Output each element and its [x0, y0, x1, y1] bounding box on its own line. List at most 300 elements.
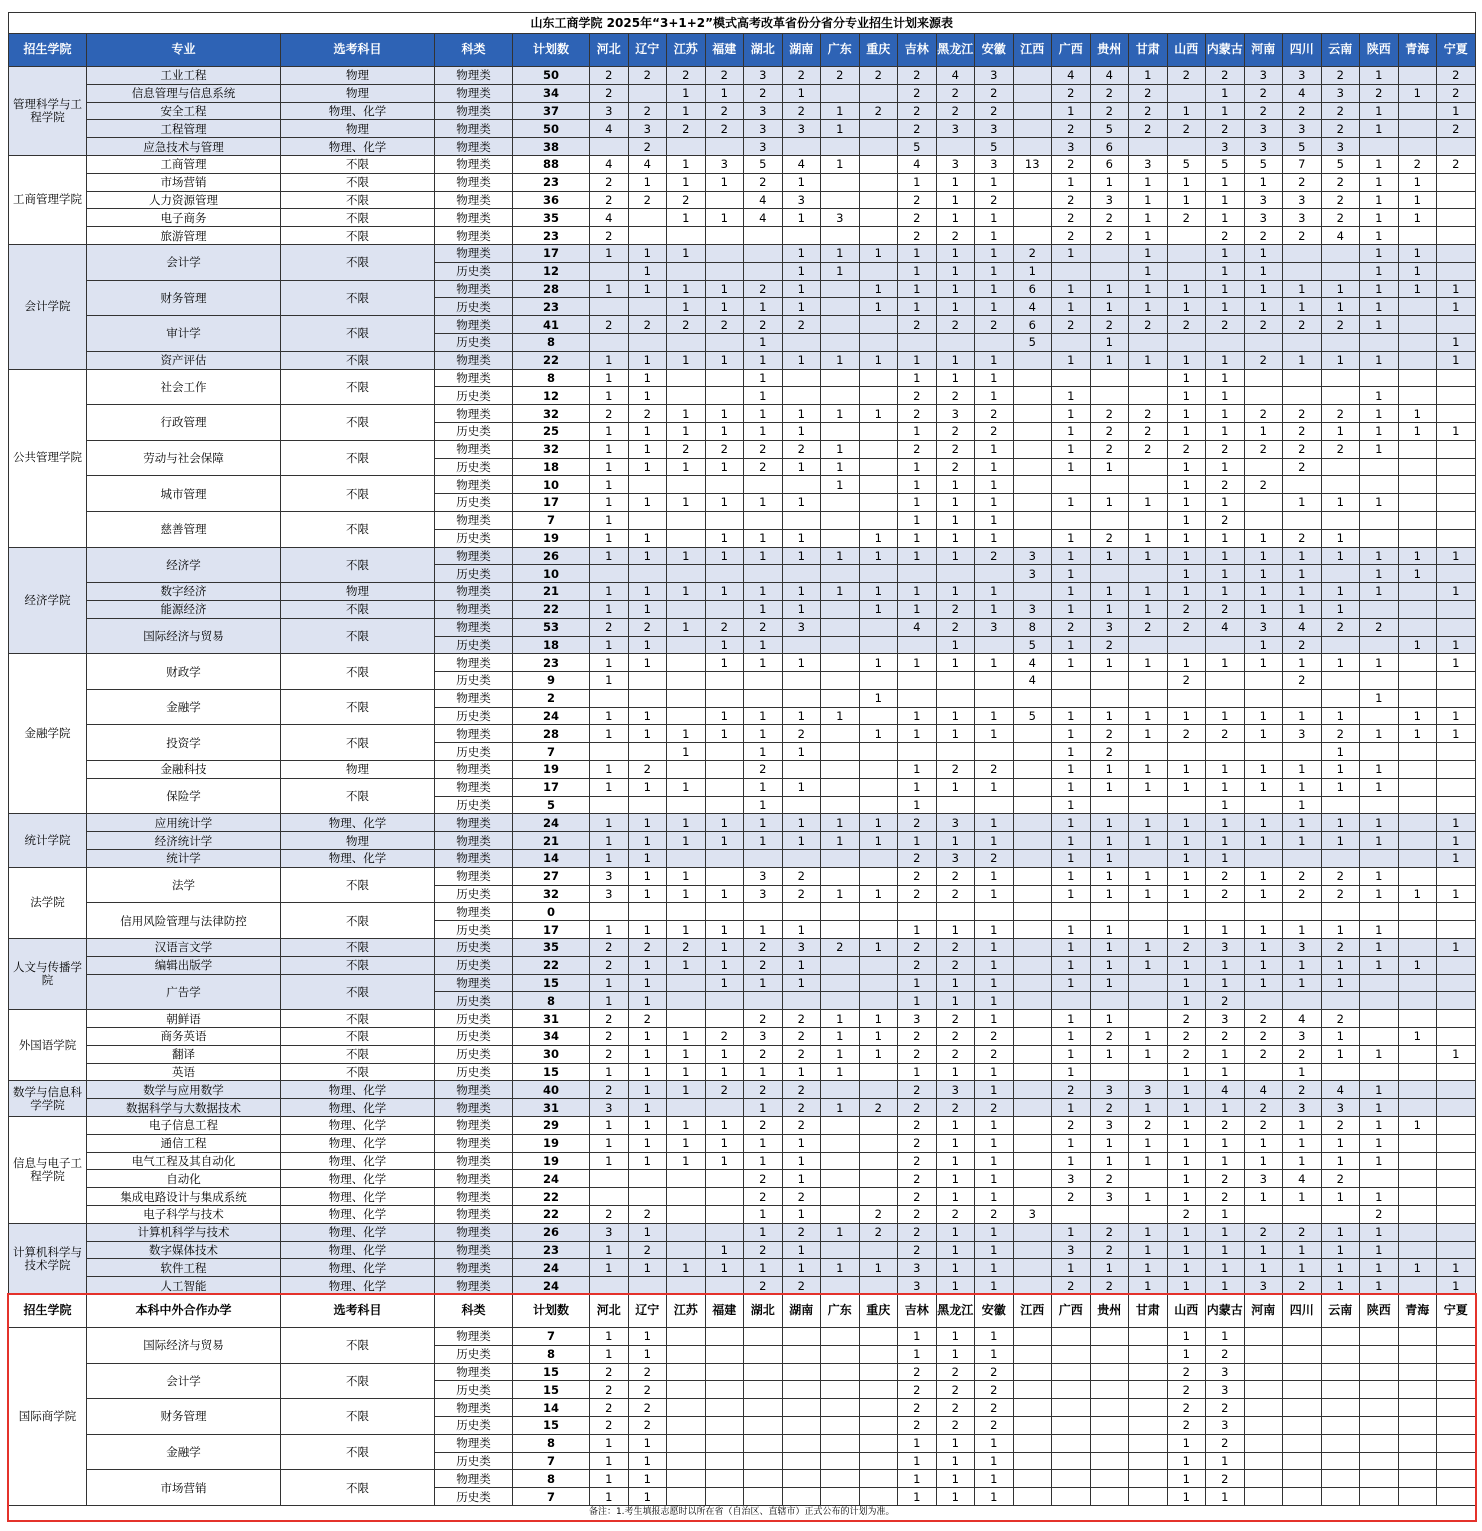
province-count: 1 — [936, 974, 975, 992]
province-count — [1167, 903, 1206, 921]
track-type: 物理类 — [435, 725, 513, 743]
province-count: 2 — [936, 84, 975, 102]
major-name: 信息管理与信息系统 — [87, 84, 281, 102]
province-count: 3 — [1244, 191, 1283, 209]
province-count — [821, 689, 860, 707]
province-count — [1206, 903, 1245, 921]
province-count — [782, 138, 821, 156]
province-count: 1 — [1283, 956, 1322, 974]
province-count: 1 — [1167, 529, 1206, 547]
province-count: 1 — [1360, 298, 1399, 316]
subject-requirement: 不限 — [281, 316, 435, 352]
province-count: 2 — [1244, 476, 1283, 494]
province-count: 1 — [1206, 1241, 1245, 1259]
province-count: 1 — [1360, 422, 1399, 440]
plan-count: 22 — [513, 956, 590, 974]
province-count: 2 — [590, 1028, 629, 1046]
province-count: 1 — [1244, 583, 1283, 601]
province-count: 1 — [1283, 351, 1322, 369]
province-count: 1 — [1052, 1045, 1091, 1063]
plan-count: 10 — [513, 476, 590, 494]
major-name: 财务管理 — [87, 280, 281, 316]
track-type: 物理类 — [435, 814, 513, 832]
province-count: 1 — [1090, 173, 1129, 191]
province-count: 1 — [628, 850, 667, 868]
province-count: 1 — [590, 1152, 629, 1170]
province-count — [1052, 1470, 1091, 1488]
province-count: 3 — [936, 155, 975, 173]
table-row — [9, 476, 1476, 494]
province-count: 1 — [1437, 814, 1476, 832]
province-count: 1 — [898, 654, 937, 672]
province-count: 1 — [1398, 956, 1437, 974]
province-count — [1013, 1099, 1052, 1117]
province-count: 1 — [859, 832, 898, 850]
province-count: 5 — [975, 138, 1014, 156]
province-count: 1 — [1360, 1081, 1399, 1099]
province-count: 2 — [705, 1028, 744, 1046]
province-header: 甘肃 — [1129, 34, 1168, 67]
province-count: 2 — [1244, 1117, 1283, 1135]
province-count — [821, 298, 860, 316]
province-count: 1 — [1167, 1241, 1206, 1259]
province-count: 1 — [1244, 1134, 1283, 1152]
table-row — [9, 1010, 1476, 1028]
subject-requirement: 物理 — [281, 120, 435, 138]
province-count — [590, 743, 629, 761]
province-count: 2 — [1129, 618, 1168, 636]
plan-count: 22 — [513, 1206, 590, 1224]
table-row — [9, 1152, 1476, 1170]
province-count: 1 — [1013, 262, 1052, 280]
province-count — [821, 1327, 860, 1345]
province-count: 1 — [1244, 921, 1283, 939]
province-header: 黑龙江 — [936, 1294, 975, 1327]
province-count — [1129, 1345, 1168, 1363]
subject-requirement: 物理、化学 — [281, 138, 435, 156]
province-count: 1 — [782, 1170, 821, 1188]
province-count: 2 — [590, 316, 629, 334]
plan-count: 0 — [513, 903, 590, 921]
province-count: 1 — [705, 405, 744, 423]
province-count — [1360, 1010, 1399, 1028]
province-count — [1013, 494, 1052, 512]
subject-requirement: 物理 — [281, 761, 435, 779]
province-count — [1321, 1327, 1360, 1345]
province-count — [821, 654, 860, 672]
table-row — [9, 1099, 1476, 1117]
major-name: 人工智能 — [87, 1277, 281, 1295]
province-count — [1283, 689, 1322, 707]
province-count: 2 — [782, 67, 821, 85]
province-count: 2 — [628, 405, 667, 423]
province-header: 河北 — [590, 1294, 629, 1327]
province-count — [744, 672, 783, 690]
province-count — [1321, 1470, 1360, 1488]
province-count — [667, 565, 706, 583]
province-count: 5 — [1244, 155, 1283, 173]
province-count — [1437, 1488, 1476, 1506]
province-count: 1 — [590, 1327, 629, 1345]
province-count: 1 — [1052, 440, 1091, 458]
province-count: 1 — [1090, 885, 1129, 903]
province-count — [782, 1327, 821, 1345]
province-count: 1 — [898, 422, 937, 440]
province-count: 1 — [1206, 84, 1245, 102]
province-count: 1 — [782, 583, 821, 601]
province-count — [859, 1416, 898, 1434]
province-count: 1 — [1283, 1152, 1322, 1170]
subject-requirement: 不限 — [281, 173, 435, 191]
province-count: 2 — [936, 1399, 975, 1417]
major-name: 资产评估 — [87, 351, 281, 369]
province-count: 2 — [1090, 316, 1129, 334]
province-count — [1398, 1170, 1437, 1188]
province-count: 5 — [898, 138, 937, 156]
major-name: 旅游管理 — [87, 227, 281, 245]
province-count — [1013, 1416, 1052, 1434]
major-name: 翻译 — [87, 1045, 281, 1063]
major-name: 国际经济与贸易 — [87, 1327, 281, 1363]
province-count: 1 — [821, 547, 860, 565]
province-count: 4 — [1052, 67, 1091, 85]
province-count: 3 — [782, 120, 821, 138]
province-count: 1 — [821, 155, 860, 173]
province-count — [859, 155, 898, 173]
province-count: 1 — [1206, 796, 1245, 814]
province-count — [667, 1434, 706, 1452]
province-count: 1 — [1052, 636, 1091, 654]
province-count: 1 — [1437, 939, 1476, 957]
province-count — [1283, 244, 1322, 262]
province-count: 1 — [859, 529, 898, 547]
province-count — [1167, 138, 1206, 156]
province-count — [667, 529, 706, 547]
province-count — [1398, 921, 1437, 939]
province-count: 1 — [1206, 1045, 1245, 1063]
subject-requirement: 物理 — [281, 583, 435, 601]
province-count: 1 — [590, 814, 629, 832]
subject-requirement: 不限 — [281, 974, 435, 1010]
plan-count: 32 — [513, 440, 590, 458]
province-count: 1 — [744, 814, 783, 832]
province-count: 4 — [1244, 1081, 1283, 1099]
track-type: 历史类 — [435, 1063, 513, 1081]
province-count: 2 — [782, 316, 821, 334]
track-type: 物理类 — [435, 547, 513, 565]
province-count: 2 — [898, 1241, 937, 1259]
province-count — [705, 867, 744, 885]
province-count: 1 — [936, 1188, 975, 1206]
province-count: 1 — [1244, 262, 1283, 280]
province-count: 1 — [590, 707, 629, 725]
province-count: 1 — [1206, 1099, 1245, 1117]
province-count — [859, 796, 898, 814]
province-count — [705, 262, 744, 280]
province-count: 2 — [628, 1206, 667, 1224]
province-count: 1 — [667, 494, 706, 512]
province-count: 1 — [1052, 939, 1091, 957]
province-count: 2 — [1167, 440, 1206, 458]
major-name: 数字媒体技术 — [87, 1241, 281, 1259]
province-count: 2 — [821, 939, 860, 957]
province-count — [859, 618, 898, 636]
province-count — [705, 387, 744, 405]
province-count: 1 — [975, 1170, 1014, 1188]
province-count: 1 — [1360, 761, 1399, 779]
province-count — [1129, 476, 1168, 494]
plan-count: 14 — [513, 850, 590, 868]
province-count: 3 — [1090, 1117, 1129, 1135]
subject-requirement: 不限 — [281, 939, 435, 957]
province-count: 4 — [590, 209, 629, 227]
province-count: 1 — [975, 832, 1014, 850]
province-count: 2 — [1283, 440, 1322, 458]
province-count — [667, 672, 706, 690]
province-count: 1 — [1052, 547, 1091, 565]
province-count: 1 — [628, 992, 667, 1010]
province-count — [1090, 565, 1129, 583]
subject-requirement: 不限 — [281, 618, 435, 654]
province-count: 1 — [1244, 244, 1283, 262]
province-count — [936, 672, 975, 690]
province-count — [1360, 1170, 1399, 1188]
college-name: 金融学院 — [9, 654, 87, 814]
province-count — [1437, 761, 1476, 779]
province-count: 1 — [859, 1028, 898, 1046]
table-row — [9, 850, 1476, 868]
track-type: 物理类 — [435, 1277, 513, 1295]
province-count — [859, 476, 898, 494]
province-count — [1129, 689, 1168, 707]
province-count — [705, 1470, 744, 1488]
province-count: 1 — [898, 494, 937, 512]
province-count — [744, 1399, 783, 1417]
province-count: 1 — [1129, 191, 1168, 209]
province-count: 1 — [975, 369, 1014, 387]
province-count — [821, 1399, 860, 1417]
province-header: 黑龙江 — [936, 34, 975, 67]
province-count: 1 — [1167, 1117, 1206, 1135]
province-count — [1398, 600, 1437, 618]
province-count: 1 — [1360, 316, 1399, 334]
province-count — [859, 387, 898, 405]
province-count: 1 — [975, 280, 1014, 298]
subject-requirement: 物理、化学 — [281, 1206, 435, 1224]
province-count: 1 — [628, 814, 667, 832]
province-count: 1 — [667, 1063, 706, 1081]
province-count — [1013, 102, 1052, 120]
province-count — [859, 1345, 898, 1363]
footnote: 备注：1.考生填报志愿时以所在省（自治区、直辖市）正式公布的计划为准。 — [9, 1505, 1476, 1520]
province-count: 1 — [1167, 1063, 1206, 1081]
province-count: 1 — [1360, 405, 1399, 423]
province-count: 1 — [667, 885, 706, 903]
province-count: 2 — [782, 1277, 821, 1295]
province-count: 1 — [1360, 351, 1399, 369]
province-count: 1 — [898, 262, 937, 280]
province-count: 1 — [1360, 1223, 1399, 1241]
province-count: 1 — [936, 173, 975, 191]
province-count: 1 — [1090, 832, 1129, 850]
province-count: 2 — [1244, 405, 1283, 423]
province-count: 1 — [936, 547, 975, 565]
province-count — [667, 850, 706, 868]
province-count — [628, 796, 667, 814]
province-count — [1398, 1206, 1437, 1224]
major-name: 行政管理 — [87, 405, 281, 441]
province-count: 1 — [628, 1327, 667, 1345]
province-count — [1321, 1416, 1360, 1434]
province-count: 2 — [898, 956, 937, 974]
province-count: 2 — [1206, 476, 1245, 494]
province-count — [859, 84, 898, 102]
province-count: 1 — [1167, 422, 1206, 440]
province-count: 3 — [936, 1081, 975, 1099]
province-count — [1244, 850, 1283, 868]
province-count: 2 — [782, 1223, 821, 1241]
province-count — [705, 1416, 744, 1434]
subject-requirement: 不限 — [281, 903, 435, 939]
province-count — [859, 1170, 898, 1188]
province-count: 1 — [975, 387, 1014, 405]
province-count: 2 — [1206, 1188, 1245, 1206]
province-count: 1 — [859, 814, 898, 832]
province-header: 广东 — [821, 1294, 860, 1327]
plan-count: 30 — [513, 1045, 590, 1063]
province-count: 1 — [1167, 1223, 1206, 1241]
track-type: 物理类 — [435, 1259, 513, 1277]
province-count — [821, 1170, 860, 1188]
track-type: 物理类 — [435, 138, 513, 156]
province-count — [1398, 867, 1437, 885]
province-count: 1 — [590, 654, 629, 672]
province-count: 2 — [1052, 1188, 1091, 1206]
college-name: 统计学院 — [9, 814, 87, 867]
province-count — [1283, 476, 1322, 494]
province-count: 2 — [590, 405, 629, 423]
plan-count: 15 — [513, 974, 590, 992]
province-count: 2 — [898, 939, 937, 957]
province-count: 2 — [744, 761, 783, 779]
province-count: 2 — [1206, 120, 1245, 138]
province-count: 2 — [590, 1399, 629, 1417]
plan-count: 37 — [513, 102, 590, 120]
province-count — [1013, 1010, 1052, 1028]
province-count: 1 — [1206, 956, 1245, 974]
province-count — [1244, 689, 1283, 707]
province-count: 2 — [705, 618, 744, 636]
province-count: 2 — [1283, 227, 1322, 245]
province-count: 3 — [590, 102, 629, 120]
province-count: 3 — [1090, 191, 1129, 209]
province-count: 2 — [628, 1363, 667, 1381]
province-count: 1 — [898, 583, 937, 601]
province-count: 1 — [898, 547, 937, 565]
province-count: 1 — [590, 850, 629, 868]
plan-count: 15 — [513, 1416, 590, 1434]
province-count — [936, 565, 975, 583]
province-count — [898, 333, 937, 351]
province-count: 1 — [936, 583, 975, 601]
province-count — [859, 1488, 898, 1506]
province-count — [1437, 1327, 1476, 1345]
province-count — [1013, 1327, 1052, 1345]
province-count — [1090, 1363, 1129, 1381]
province-count — [1398, 1277, 1437, 1295]
province-count — [1129, 458, 1168, 476]
province-count: 1 — [1090, 778, 1129, 796]
province-count — [975, 636, 1014, 654]
track-type: 历史类 — [435, 262, 513, 280]
province-count: 2 — [936, 422, 975, 440]
province-count: 1 — [1283, 1134, 1322, 1152]
province-count: 1 — [667, 244, 706, 262]
province-count: 1 — [1167, 458, 1206, 476]
province-count: 2 — [1244, 102, 1283, 120]
province-count: 1 — [1129, 1277, 1168, 1295]
province-count: 2 — [1052, 1081, 1091, 1099]
province-count: 1 — [859, 244, 898, 262]
province-count: 1 — [628, 422, 667, 440]
province-count: 1 — [744, 725, 783, 743]
province-count — [1398, 1152, 1437, 1170]
province-count: 1 — [782, 529, 821, 547]
province-count — [821, 333, 860, 351]
province-count: 1 — [1360, 1134, 1399, 1152]
province-count: 1 — [628, 1452, 667, 1470]
province-count: 2 — [1398, 155, 1437, 173]
province-count: 1 — [1129, 583, 1168, 601]
province-count: 3 — [1283, 120, 1322, 138]
province-count — [1437, 921, 1476, 939]
province-count: 1 — [1167, 369, 1206, 387]
province-count — [821, 636, 860, 654]
province-count: 1 — [705, 1259, 744, 1277]
province-count: 3 — [1013, 565, 1052, 583]
plan-count: 8 — [513, 1345, 590, 1363]
province-count — [1013, 387, 1052, 405]
province-count — [782, 1488, 821, 1506]
province-count: 1 — [1321, 814, 1360, 832]
province-count — [859, 1152, 898, 1170]
plan-count: 10 — [513, 565, 590, 583]
province-count: 1 — [1090, 1134, 1129, 1152]
province-count — [1013, 369, 1052, 387]
province-count — [744, 1452, 783, 1470]
track-type: 物理类 — [435, 244, 513, 262]
province-count: 2 — [936, 885, 975, 903]
province-count — [1321, 1345, 1360, 1363]
province-count — [667, 974, 706, 992]
province-count — [821, 1381, 860, 1399]
plan-count: 8 — [513, 992, 590, 1010]
province-count: 1 — [936, 1452, 975, 1470]
province-count: 1 — [1360, 1045, 1399, 1063]
province-count: 1 — [1321, 1277, 1360, 1295]
province-count — [705, 672, 744, 690]
subject-requirement: 不限 — [281, 1028, 435, 1046]
province-count — [782, 689, 821, 707]
province-count — [1090, 1206, 1129, 1224]
province-header: 湖南 — [782, 1294, 821, 1327]
province-count: 2 — [1167, 618, 1206, 636]
subject-requirement: 物理、化学 — [281, 102, 435, 120]
province-count: 2 — [1090, 405, 1129, 423]
province-count — [821, 1277, 860, 1295]
plan-count: 50 — [513, 120, 590, 138]
province-count — [859, 565, 898, 583]
